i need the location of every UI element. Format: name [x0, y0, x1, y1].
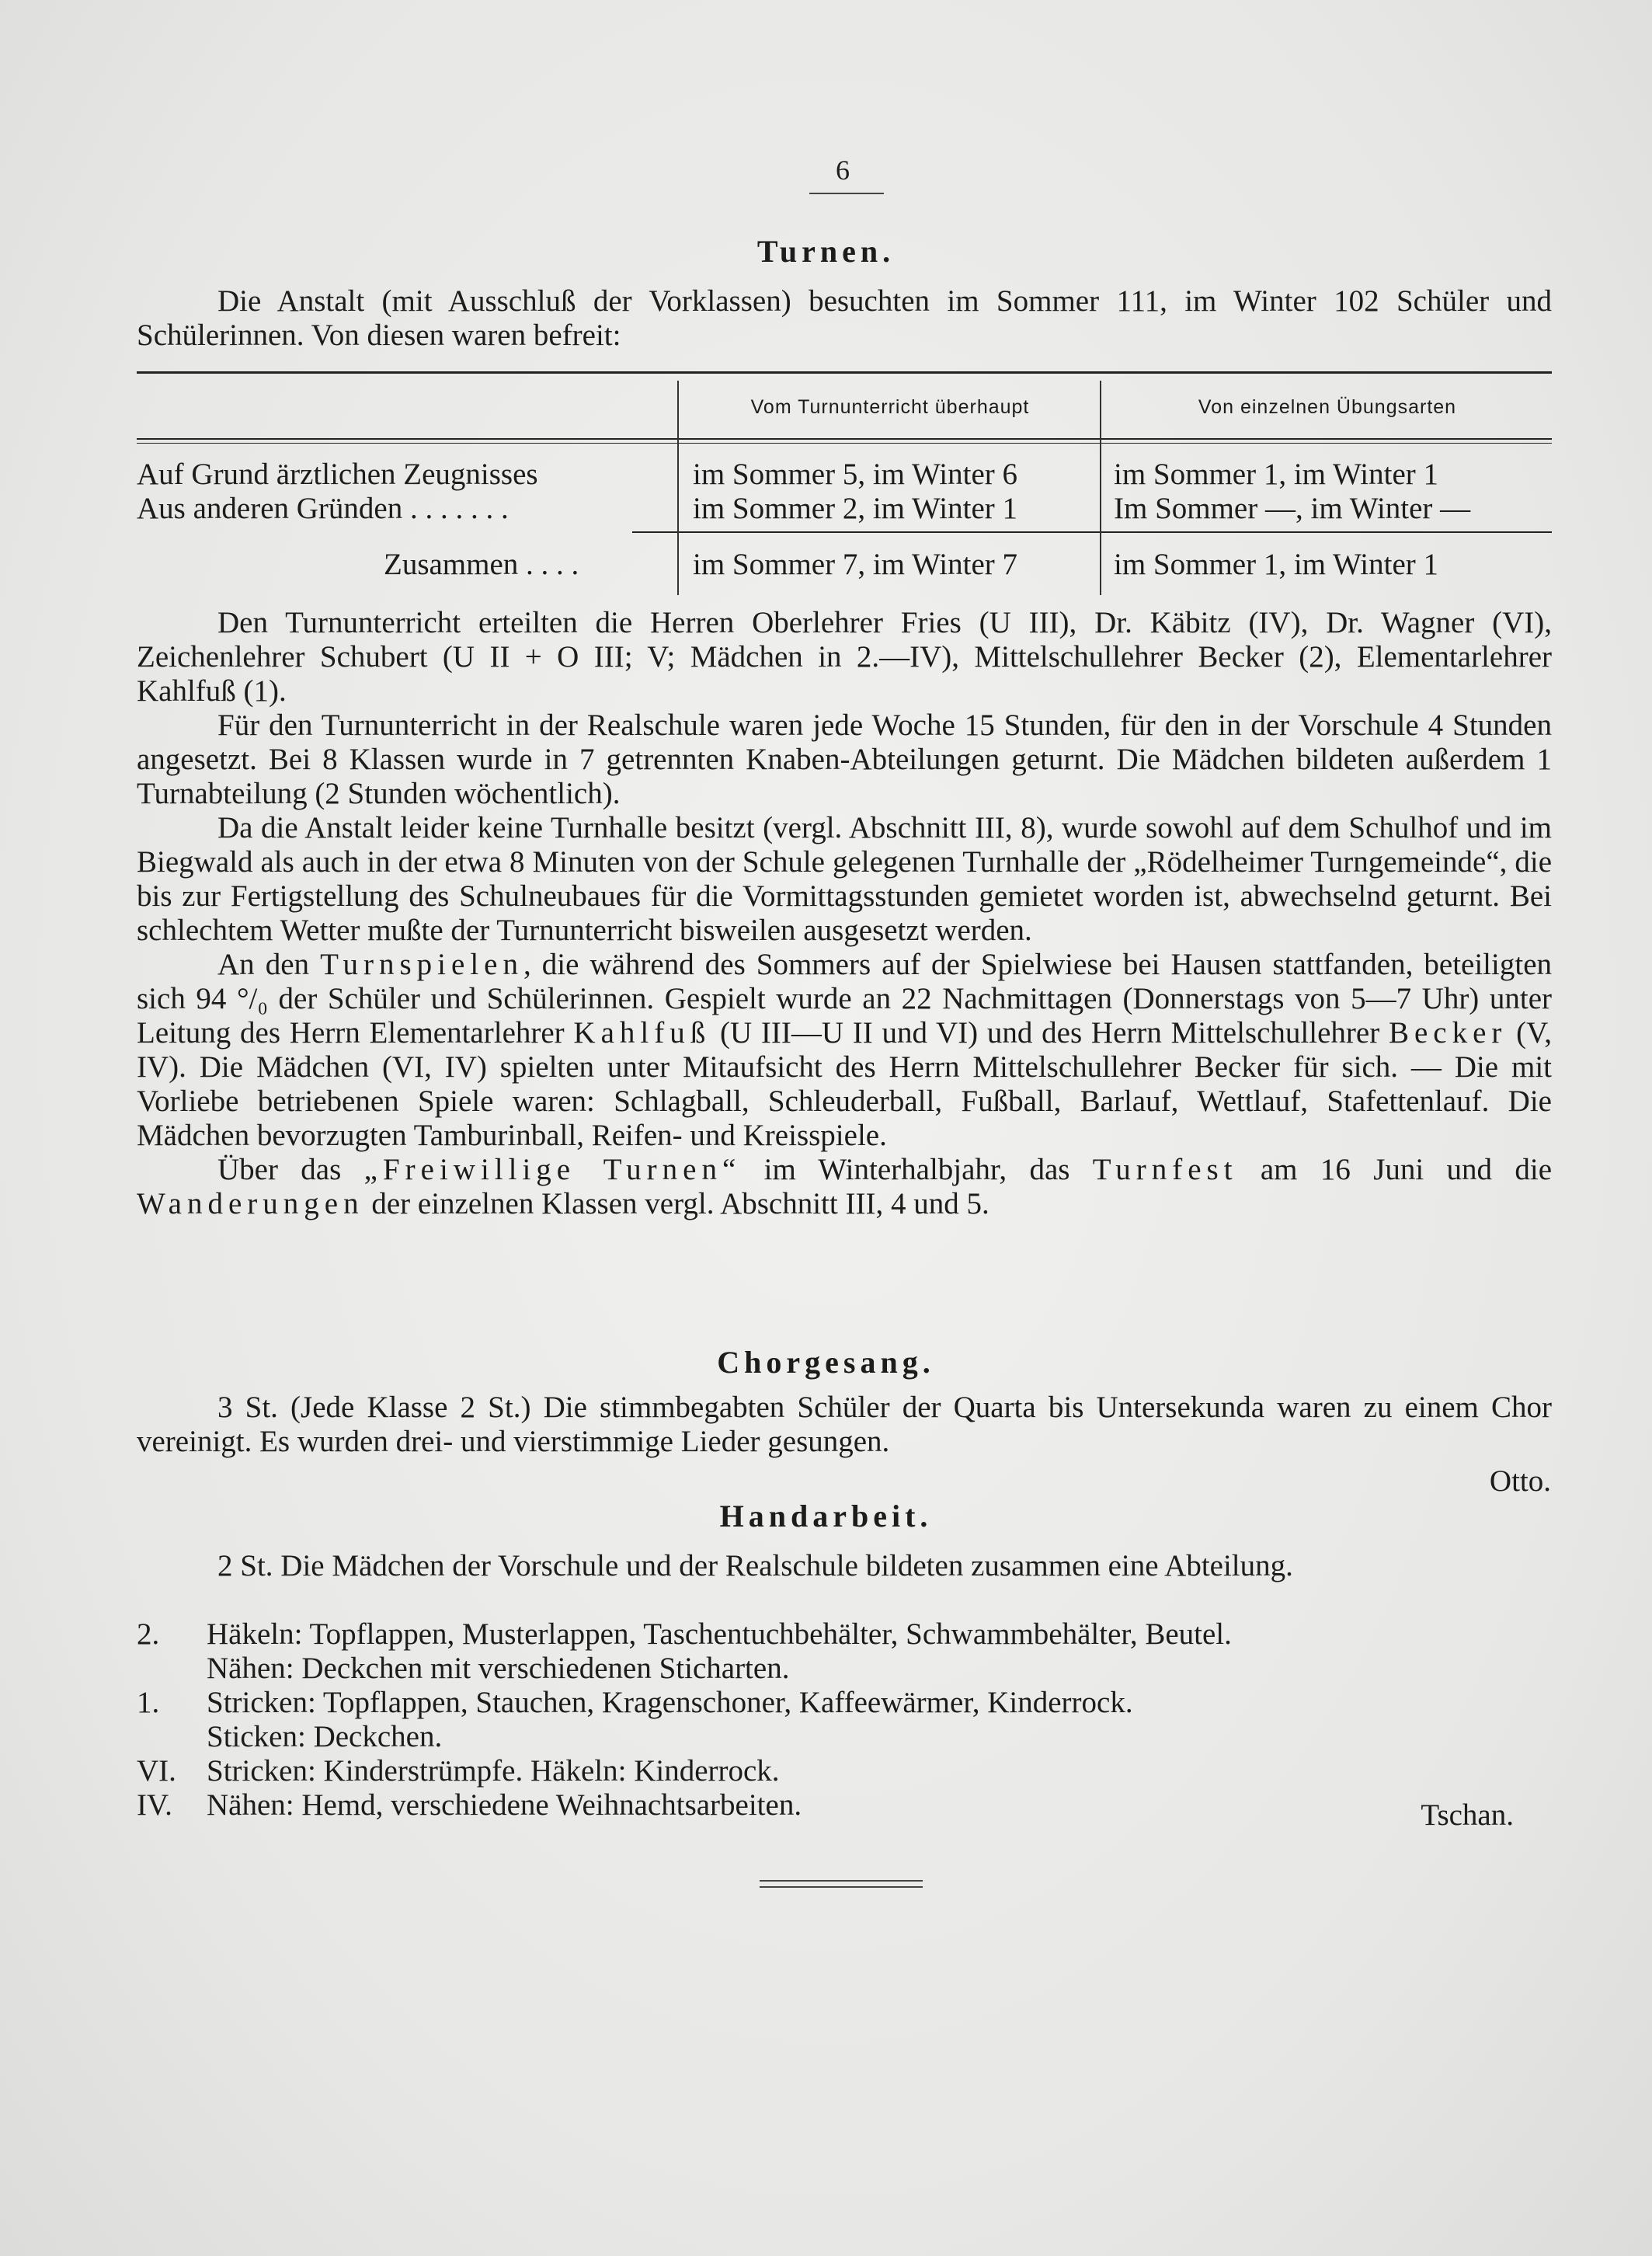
table-top-rule — [137, 371, 1552, 374]
list-item-line: Stricken: Topflappen, Stauchen, Kragenschoner, Kaffeewärmer, Kinderrock. — [207, 1686, 1133, 1719]
table-cell: im Sommer 5, im Winter 6 — [693, 458, 1018, 491]
turnen-paragraph-games — [137, 948, 1552, 1153]
emphasis-turnspielen: Turnspielen — [320, 948, 523, 981]
exemption-table — [137, 371, 1552, 597]
text-run: Über das — [217, 1153, 342, 1186]
list-item — [137, 1788, 1552, 1823]
page-number-rule — [809, 193, 884, 194]
table-cell: im Sommer 2, im Winter 1 — [693, 492, 1018, 525]
turnen-paragraph-teachers: Den Turnunterricht erteilten die Herren Oberlehrer Fries (U III), Dr. Käbitz (IV), Dr. Wagner (VI), Zeichenlehrer Schubert (U II + O III; V; Mädchen in 2.—IV), Mittelschullehrer Becker (2), Elementarlehrer Kahlfuß (1). — [137, 606, 1552, 708]
turnen-paragraph-voluntary — [137, 1153, 1552, 1221]
table-header-rule-2 — [137, 443, 1552, 444]
page-number: 6 — [836, 155, 850, 186]
table-row-label: Aus anderen Gründen . . . . . . . — [137, 492, 509, 525]
list-item-number: 1. — [137, 1686, 160, 1719]
table-cell: Im Sommer —, im Winter — — [1114, 492, 1471, 525]
table-total-cell: im Sommer 1, im Winter 1 — [1114, 548, 1439, 581]
emphasis-becker: Becker — [1388, 1016, 1508, 1050]
text-run: am 16 Juni und die — [1260, 1153, 1553, 1186]
table-header-rule — [137, 438, 1552, 440]
handarbeit-body — [137, 1549, 1552, 1583]
text-run: (U III—U II und VI) und des Herrn Mittelschullehrer — [719, 1016, 1380, 1050]
list-item-line: Nähen: Deckchen mit verschiedenen Sticharten. — [207, 1652, 790, 1685]
list-item-line: Sticken: Deckchen. — [207, 1720, 443, 1753]
chorgesang-signature: Otto. — [1489, 1464, 1551, 1498]
text-run: An den — [217, 948, 310, 981]
table-total-rule — [632, 531, 1552, 533]
table-row-label: Auf Grund ärztlichen Zeugnisses — [137, 458, 538, 491]
turnen-paragraph-hours: Für den Turnunterricht in der Realschule waren jede Woche 15 Stunden, für den in der Vorschule 4 Stunden angesetzt. Bei 8 Klassen wurde in 7 getrennten Knaben-Abteilungen geturnt. Die Mädchen bildeten außerdem 1 Turnabteilung (2 Stunden wöchentlich). — [137, 708, 1552, 810]
turnen-body — [137, 606, 1552, 1221]
list-item — [137, 1754, 1552, 1788]
turnen-paragraph-halls: Da die Anstalt leider keine Turnhalle besitzt (vergl. Abschnitt III, 8), wurde sowohl auf dem Schulhof und im Biegwald als auch in der etwa 8 Minuten von der Schule gelegenen Turnhalle der „Rödelheimer Turngemeinde“, die bis zur Fertigstellung des Schulneubaues für die Vormittagsstunden gemietet worden ist, abwechselnd geturnt. Bei schlechtem Wetter mußte der Turnunterricht bisweilen ausgesetzt werden. — [137, 811, 1552, 947]
emphasis-kahlfuss: Kahlfuß — [573, 1016, 711, 1050]
text-run: (V, IV). Die Mädchen (VI, IV) spielten unter Mitaufsicht des Herrn Mittelschullehrer Becker für sich. — Die mit Vorliebe betriebenen Spiele waren: Schlagball, Schleuderball, Fußball, Barlauf, Wettlauf, Stafettenlauf. Die Mädchen bevorzugten Tamburinball, Reifen- und Kreisspiele. — [137, 1016, 1552, 1152]
emphasis-wanderungen: Wanderungen — [137, 1187, 364, 1220]
list-item-number: 2. — [137, 1617, 160, 1651]
table-total-label: Zusammen . . . . — [384, 548, 579, 581]
emphasis-freiwillige-turnen: „Freiwillige Turnen“ — [363, 1153, 742, 1186]
text-run: im Winterhalbjahr, das — [763, 1153, 1070, 1186]
table-header-col2: Von einzelnen Übungsarten — [1198, 396, 1457, 418]
text-run: , die während des Sommers auf der Spielwiese bei Hausen stattfanden, beteiligten sich 94 °/₀ der Schüler und Schülerinnen. Gespielt wurde an 22 Nachmittagen (Donnerstags von 5—7 Uhr) unter Leitung des Herrn Elementarlehrer — [137, 948, 1553, 1050]
handarbeit-paragraph: 2 St. Die Mädchen der Vorschule und der Realschule bildeten zusammen eine Abteilung. — [217, 1549, 1293, 1582]
table-total-cell: im Sommer 7, im Winter 7 — [693, 548, 1018, 581]
list-item-line: Nähen: Hemd, verschiedene Weihnachtsarbeiten. — [207, 1788, 802, 1822]
turnen-heading: Turnen. — [756, 234, 896, 269]
end-rule — [760, 1880, 923, 1882]
chorgesang-paragraph: 3 St. (Jede Klasse 2 St.) Die stimmbegabten Schüler der Quarta bis Untersekunda waren zu einem Chor vereinigt. Es wurden drei- und vierstimmige Lieder gesungen. — [137, 1391, 1552, 1458]
handarbeit-heading: Handarbeit. — [719, 1499, 933, 1534]
handarbeit-signature: Tschan. — [1421, 1798, 1514, 1832]
end-rule-2 — [760, 1886, 923, 1888]
chorgesang-heading: Chorgesang. — [717, 1345, 935, 1380]
chorgesang-body — [137, 1391, 1552, 1459]
emphasis-turnfest: Turnfest — [1092, 1153, 1238, 1186]
list-item-line: Häkeln: Topflappen, Musterlappen, Taschentuchbehälter, Schwammbehälter, Beutel. — [207, 1617, 1232, 1651]
table-cell: im Sommer 1, im Winter 1 — [1114, 458, 1439, 491]
turnen-intro — [137, 284, 1552, 353]
list-item — [137, 1686, 1552, 1754]
list-item-number: IV. — [137, 1788, 172, 1822]
list-item-line: Stricken: Kinderstrümpfe. Häkeln: Kinderrock. — [207, 1754, 780, 1788]
list-item-number: VI. — [137, 1754, 176, 1788]
table-header-col1: Vom Turnunterricht überhaupt — [750, 396, 1030, 418]
turnen-intro-text: Die Anstalt (mit Ausschluß der Vorklassen) besuchten im Sommer 111, im Winter 102 Schüler und Schülerinnen. Von diesen waren befreit: — [137, 284, 1552, 352]
table-divider-1 — [677, 381, 679, 595]
text-run: der einzelnen Klassen vergl. Abschnitt III, 4 und 5. — [371, 1187, 989, 1220]
table-divider-2 — [1100, 381, 1101, 595]
list-item — [137, 1617, 1552, 1686]
